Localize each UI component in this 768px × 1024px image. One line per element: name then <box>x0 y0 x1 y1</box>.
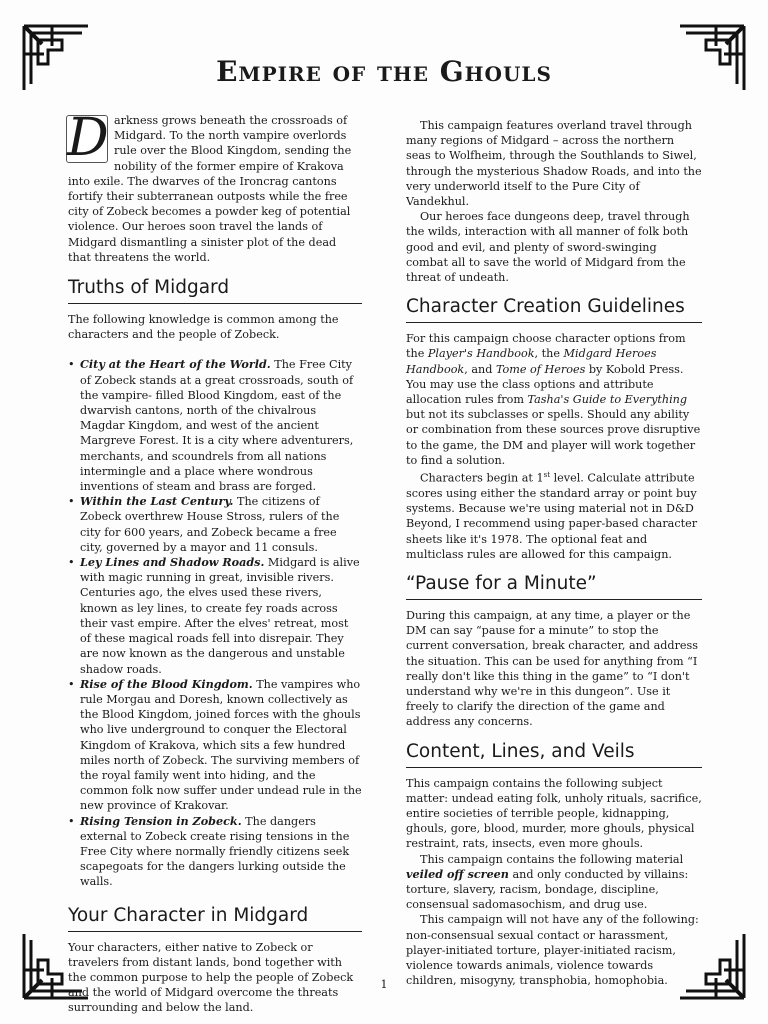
campaign-paragraph-1: This campaign features overland travel through many regions of Midgard – across the northern seas to Wolfheim, through the Southlands to Siwel, through the mysterious Shadow Roads, and into the very underworld itself to the Pure City of Vandekhul. <box>406 119 702 209</box>
bullet-icon: • <box>68 495 75 509</box>
list-item: • Within the Last Century. The citizens of Zobeck overthrew House Stross, rulers of the city for 600 years, and Zobeck became a free city, governed by a mayor and 11 consuls. <box>68 494 340 554</box>
content-paragraph-3: This campaign will not have any of the following: non-consensual sexual contact or harassment, player-initiated torture, player-initiated racism, violence towards animals, violence towards children, misogyny, transphobia, homophobia. <box>406 913 699 988</box>
left-column <box>67 108 362 1016</box>
book-title: Tome of Heroes <box>495 362 586 376</box>
section-heading-creation: Character Creation Guidelines <box>406 295 702 323</box>
right-column <box>406 118 702 988</box>
book-title: Tasha's Guide to Everything <box>527 393 688 407</box>
section-heading-pause: “Pause for a Minute” <box>406 572 702 600</box>
book-title: Midgard Heroes Handbook <box>406 347 657 376</box>
creation-paragraph-2: Characters begin at 1st level. Calculate attribute scores using either the standard array or point buy systems. Because we're using material not in D&D Beyond, I recommend using paper-based character sheets like it's 1978. The optional feat and multiclass rules are allowed for this campaign. <box>406 471 698 561</box>
drop-cap: D <box>67 108 109 168</box>
section-heading-your-character: Your Character in Midgard <box>68 904 362 932</box>
bullet-icon: • <box>68 556 75 570</box>
truths-list <box>68 357 362 889</box>
list-item: • City at the Heart of the World. The Free City of Zobeck stands at a great crossroads, south of the vampire- filled Blood Kingdom, east of the dwarvish cantons, north of the chivalrous Magdar Kingdom, and west of the ancient Margreve Forest. It is a city where adventurers, merchants, and scoundrels from all nations intermingle and a place where wondrous inventions of steam and brass are forged. <box>68 357 354 494</box>
content-paragraph-2: This campaign contains the following material veiled off screen and only conducted by villains: torture, slavery, racism, bondage, discipline, consensual sadomasochism, and drug use. <box>406 852 689 912</box>
intro-paragraph: D arkness grows beneath the crossroads of Midgard. To the north vampire overlords rule over the Blood Kingdom, sending the nobility of the former empire of Krakova into exile. The dwarves of the Ironcrag cantons fortify their subterranean outposts while the free city of Zobeck becomes a powder keg of potential violence. Our heroes soon travel the lands of Midgard dismantling a sinister plot of the dead that threatens the world. <box>67 108 352 264</box>
section-heading-content: Content, Lines, and Veils <box>406 740 702 768</box>
section-heading-truths: Truths of Midgard <box>68 276 362 304</box>
content-paragraph-1: This campaign contains the following subject matter: undead eating folk, unholy rituals, sacrifice, entire societies of terrible people, kidnapping, ghouls, gore, blood, murder, more ghouls, physical restraint, rats, insects, even more ghouls. <box>406 776 702 851</box>
bullet-icon: • <box>68 677 75 691</box>
bullet-icon: • <box>68 358 75 372</box>
truths-lead: The following knowledge is common among the characters and the people of Zobeck. <box>68 313 339 342</box>
emphasis-text: veiled off screen <box>406 866 509 881</box>
list-item: • Rising Tension in Zobeck. The dangers external to Zobeck create rising tensions in the Free City where normally friendly citizens seek scapegoats for the dangers lurking outside the walls. <box>68 813 350 889</box>
page-number: 1 <box>380 978 388 991</box>
creation-paragraph-1: For this campaign choose character options from the Player's Handbook, the Midgard Heroes Handbook, and Tome of Heroes by Kobold Press. You may use the class options and attribute allocation rules from Tasha's Guide to Everything but not its subclasses or spells. Should any ability or combination from these sources prove disruptive to the game, the DM and player will work together to find a solution. <box>406 332 701 467</box>
bullet-icon: • <box>68 814 75 828</box>
your-character-paragraph: Your characters, either native to Zobeck or travelers from distant lands, bond together with the common purpose to help the people of Zobeck and the world of Midgard overcome the threats surrounding and below the land. <box>68 940 354 1015</box>
list-item: • Rise of the Blood Kingdom. The vampires who rule Morgau and Doresh, known collectively as the Blood Kingdom, joined forces with the ghouls who live underground to conquer the Electoral Kingdom of Krakova, which sits a few hundred miles north of Zobeck. The surviving members of the royal family went into hiding, and the common folk now suffer under undead rule in the new province of Krakovar. <box>68 676 362 813</box>
list-item: • Ley Lines and Shadow Roads. Midgard is alive with magic running in great, invisible rivers. Centuries ago, the elves used these rivers, known as ley lines, to create fey roads across their vast empire. After the elves' retreat, most of these magical roads fell into disrepair. They are now known as the dangerous and unstable shadow roads. <box>68 555 360 676</box>
book-title: Player's Handbook <box>427 347 535 361</box>
pause-paragraph: During this campaign, at any time, a player or the DM can say “pause for a minute” to stop the current conversation, break character, and address the situation. This can be used for anything from “I really don't like this thing in the game” to “I don't understand why we're in this dungeon”. Use it freely to clarify the direction of the game and address any concerns. <box>406 609 699 729</box>
campaign-paragraph-2: Our heroes face dungeons deep, travel through the wilds, interaction with all manner of folk both good and evil, and plenty of sword-swinging combat all to save the world of Midgard from the threat of undeath. <box>406 210 690 285</box>
page-title: Empire of the Ghouls <box>216 55 552 88</box>
